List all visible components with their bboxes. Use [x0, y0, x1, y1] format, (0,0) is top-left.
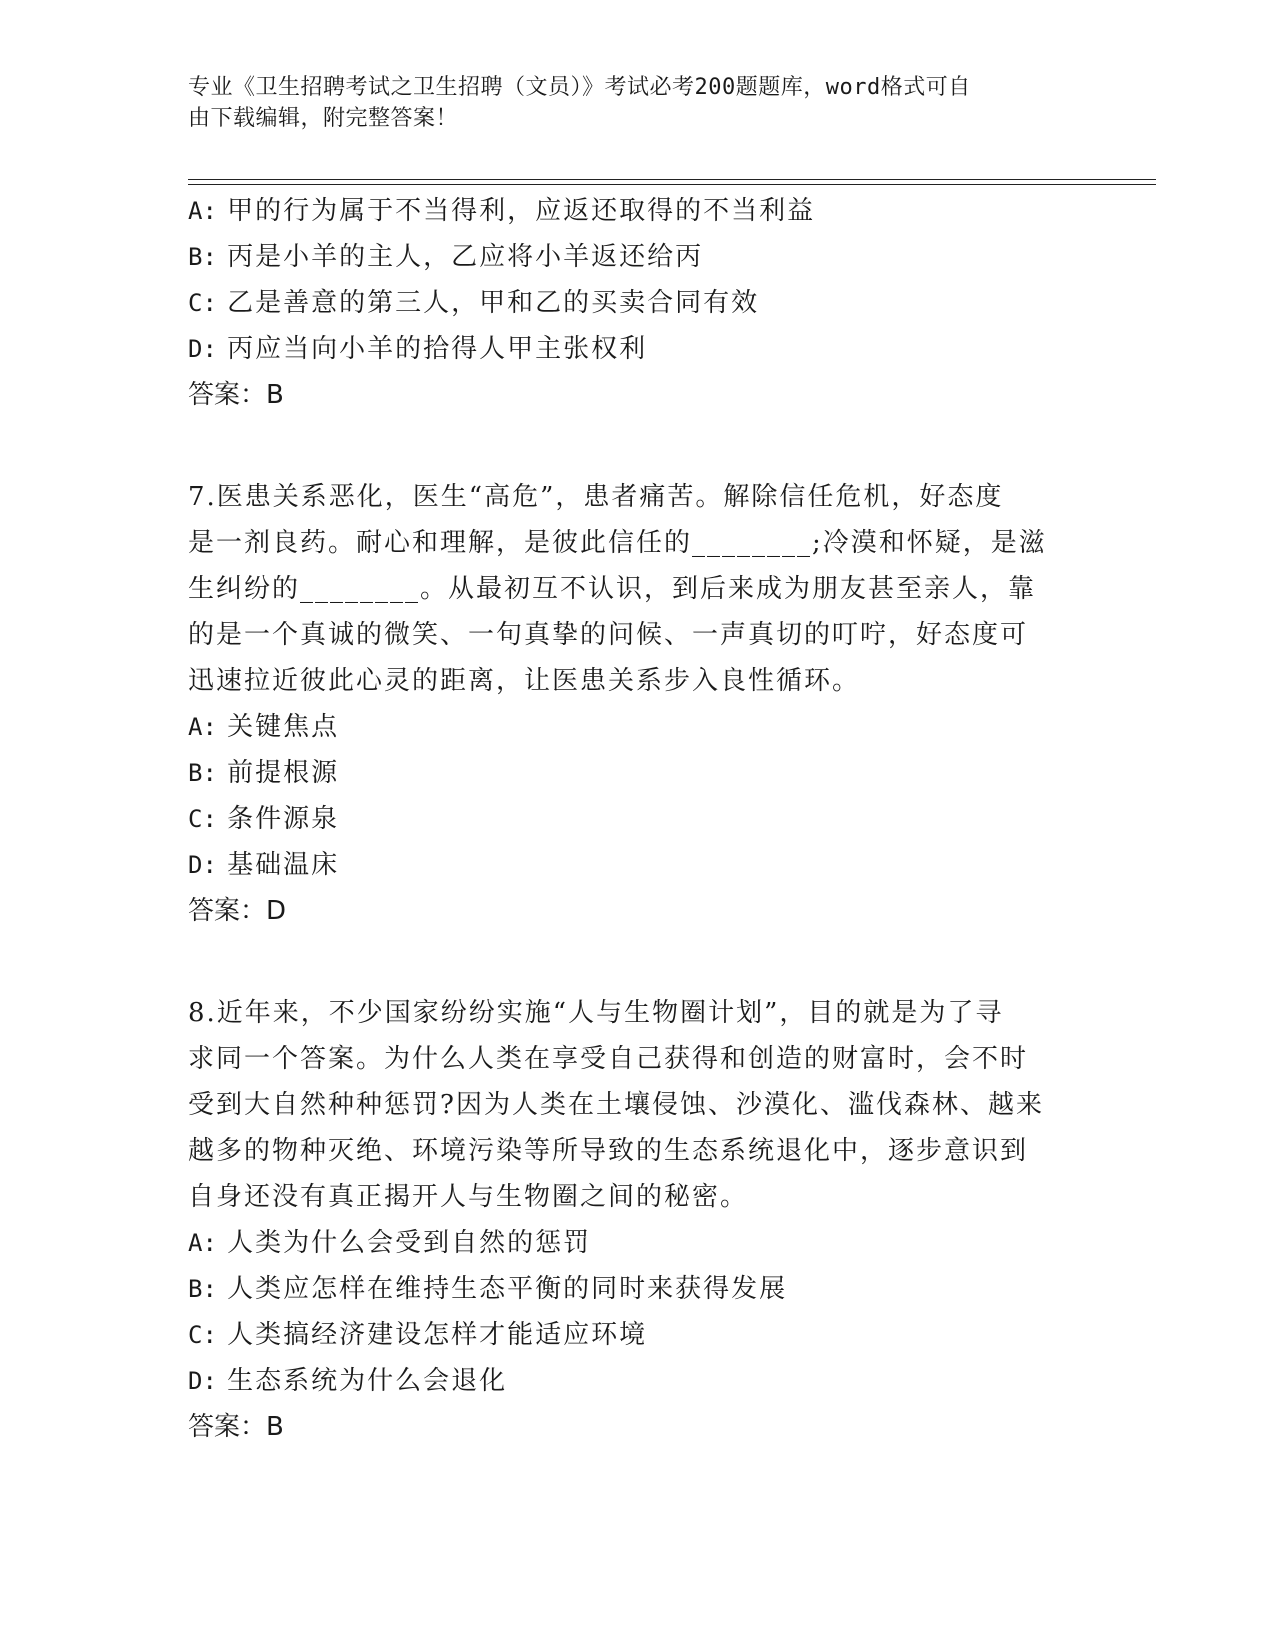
stem-line: 是一剂良药。耐心和理解，是彼此信任的________;冷漠和怀疑，是滋 — [188, 528, 1047, 558]
option-d: D: 基础温床 — [188, 850, 340, 880]
question-7-answer: 答案：D — [188, 896, 287, 926]
stem-line: 越多的物种灭绝、环境污染等所导致的生态系统退化中，逐步意识到 — [188, 1136, 1029, 1166]
stem-line: 7.医患关系恶化，医生“高危”，患者痛苦。解除信任危机，好态度 — [188, 482, 1004, 512]
question-content — [188, 188, 1088, 1450]
spacer — [188, 418, 1088, 474]
stem-line: 的是一个真诚的微笑、一句真挚的问候、一声真切的叮咛，好态度可 — [188, 620, 1029, 650]
stem-line: 受到大自然种种惩罚?因为人类在土壤侵蚀、沙漠化、滥伐森林、越来 — [188, 1090, 1044, 1120]
option-a: A: 人类为什么会受到自然的惩罚 — [188, 1228, 592, 1258]
question-8-options — [188, 1220, 1088, 1404]
stem-line: 迅速拉近彼此心灵的距离，让医患关系步入良性循环。 — [188, 666, 861, 696]
option-a: A: 关键焦点 — [188, 712, 340, 742]
question-8-stem — [188, 990, 1088, 1220]
option-b: B: 人类应怎样在维持生态平衡的同时来获得发展 — [188, 1274, 788, 1304]
question-7-stem — [188, 474, 1088, 704]
stem-line: 求同一个答案。为什么人类在享受自己获得和创造的财富时，会不时 — [188, 1044, 1029, 1074]
stem-line: 8.近年来，不少国家纷纷实施“人与生物圈计划”，目的就是为了寻 — [188, 998, 1004, 1028]
option-d: D: 丙应当向小羊的拾得人甲主张权利 — [188, 334, 648, 364]
header-line-1: 专业《卫生招聘考试之卫生招聘（文员）》考试必考200题题库，word格式可自 — [188, 75, 971, 100]
option-a: A: 甲的行为属于不当得利，应返还取得的不当利益 — [188, 196, 816, 226]
header-rule-top — [188, 179, 1156, 180]
option-c: C: 条件源泉 — [188, 804, 340, 834]
header-rule-bottom — [188, 184, 1156, 185]
option-b: B: 前提根源 — [188, 758, 340, 788]
option-b: B: 丙是小羊的主人，乙应将小羊返还给丙 — [188, 242, 704, 272]
header-line-2: 由下载编辑，附完整答案！ — [188, 106, 459, 131]
question-6-options — [188, 188, 1088, 372]
option-c: C: 人类搞经济建设怎样才能适应环境 — [188, 1320, 648, 1350]
stem-line: 生纠纷的________。从最初互不认识，到后来成为朋友甚至亲人，靠 — [188, 574, 1037, 604]
document-header — [188, 72, 1068, 134]
option-d: D: 生态系统为什么会退化 — [188, 1366, 508, 1396]
question-8-answer: 答案：B — [188, 1412, 284, 1442]
question-6-answer: 答案：B — [188, 380, 284, 410]
spacer — [188, 934, 1088, 990]
stem-line: 自身还没有真正揭开人与生物圈之间的秘密。 — [188, 1182, 749, 1212]
question-7-options — [188, 704, 1088, 888]
option-c: C: 乙是善意的第三人，甲和乙的买卖合同有效 — [188, 288, 760, 318]
